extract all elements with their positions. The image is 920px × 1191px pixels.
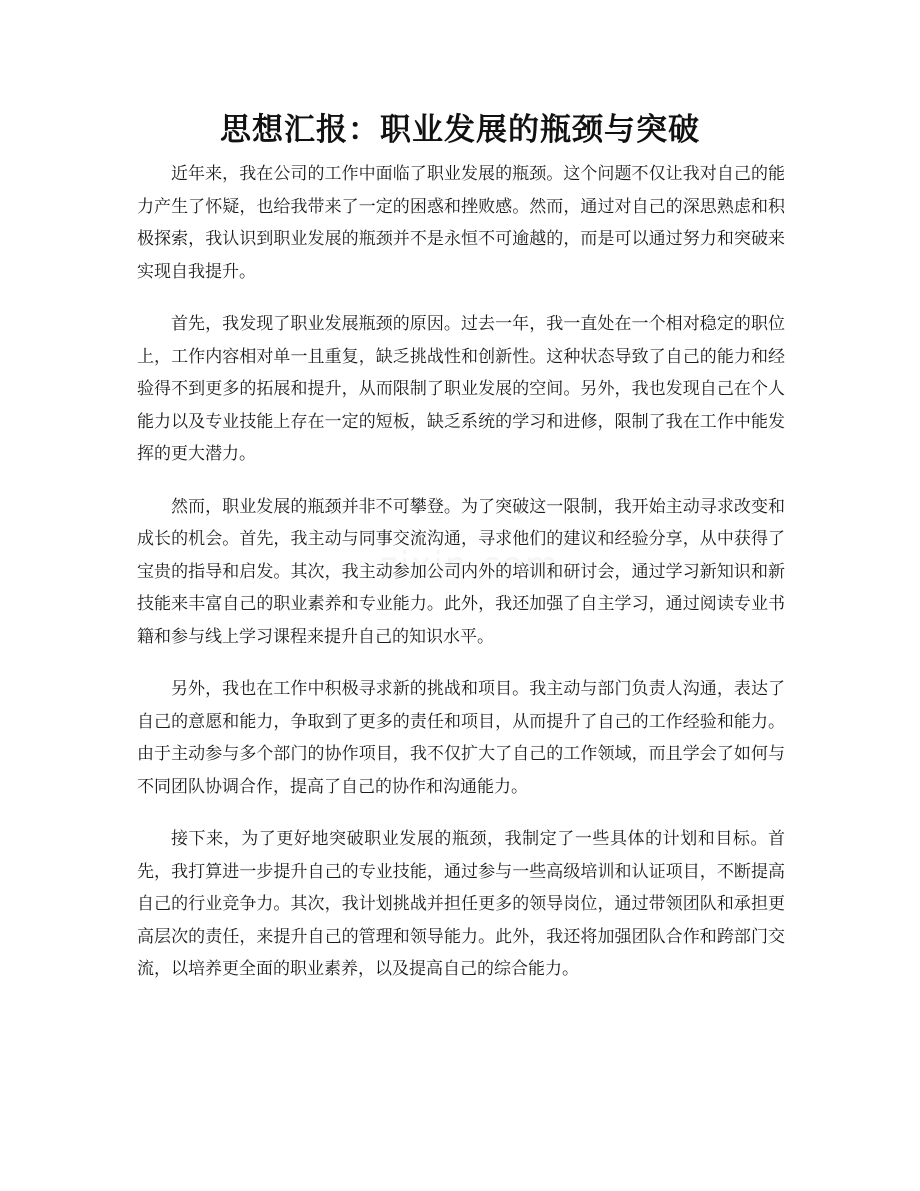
document-body (137, 158, 785, 1006)
paragraph-3: 然而，职业发展的瓶颈并非不可攀登。为了突破这一限制，我开始主动寻求改变和成长的机会。首先，我主动与同事交流沟通，寻求他们的建议和经验分享，从中获得了宝贵的指导和启发。其次，我主动参加公司内外的培训和研讨会，通过学习新知识和新技能来丰富自己的职业素养和专业能力。此外，我还加强了自主学习，通过阅读专业书籍和参与线上学习课程来提升自己的知识水平。 (137, 496, 785, 647)
paragraph-1: 近年来，我在公司的工作中面临了职业发展的瓶颈。这个问题不仅让我对自己的能力产生了怀疑，也给我带来了一定的困惑和挫败感。然而，通过对自己的深思熟虑和积极探索，我认识到职业发展的瓶颈并不是永恒不可逾越的，而是可以通过努力和突破来实现自我提升。 (137, 164, 785, 282)
paragraph-5: 接下来，为了更好地突破职业发展的瓶颈，我制定了一些具体的计划和目标。首先，我打算进一步提升自己的专业技能，通过参与一些高级培训和认证项目，不断提高自己的行业竞争力。其次，我计划挑战并担任更多的领导岗位，通过带领团队和承担更高层次的责任，来提升自己的管理和领导能力。此外，我还将加强团队合作和跨部门交流，以培养更全面的职业素养，以及提高自己的综合能力。 (137, 829, 785, 979)
document-title: 思想汇报：职业发展的瓶颈与突破 (220, 112, 700, 148)
paragraph-4: 另外，我也在工作中积极寻求新的挑战和项目。我主动与部门负责人沟通，表达了自己的意愿和能力，争取到了更多的责任和项目，从而提升了自己的工作经验和能力。由于主动参与多个部门的协作项目，我不仅扩大了自己的工作领域，而且学会了如何与不同团队协调合作，提高了自己的协作和沟通能力。 (137, 679, 785, 797)
paragraph-2: 首先，我发现了职业发展瓶颈的原因。过去一年，我一直处在一个相对稳定的职位上，工作内容相对单一且重复，缺乏挑战性和创新性。这种状态导致了自己的能力和经验得不到更多的拓展和提升，从而限制了职业发展的空间。另外，我也发现自己在个人能力以及专业技能上存在一定的短板，缺乏系统的学习和进修，限制了我在工作中能发挥的更大潜力。 (137, 314, 785, 464)
